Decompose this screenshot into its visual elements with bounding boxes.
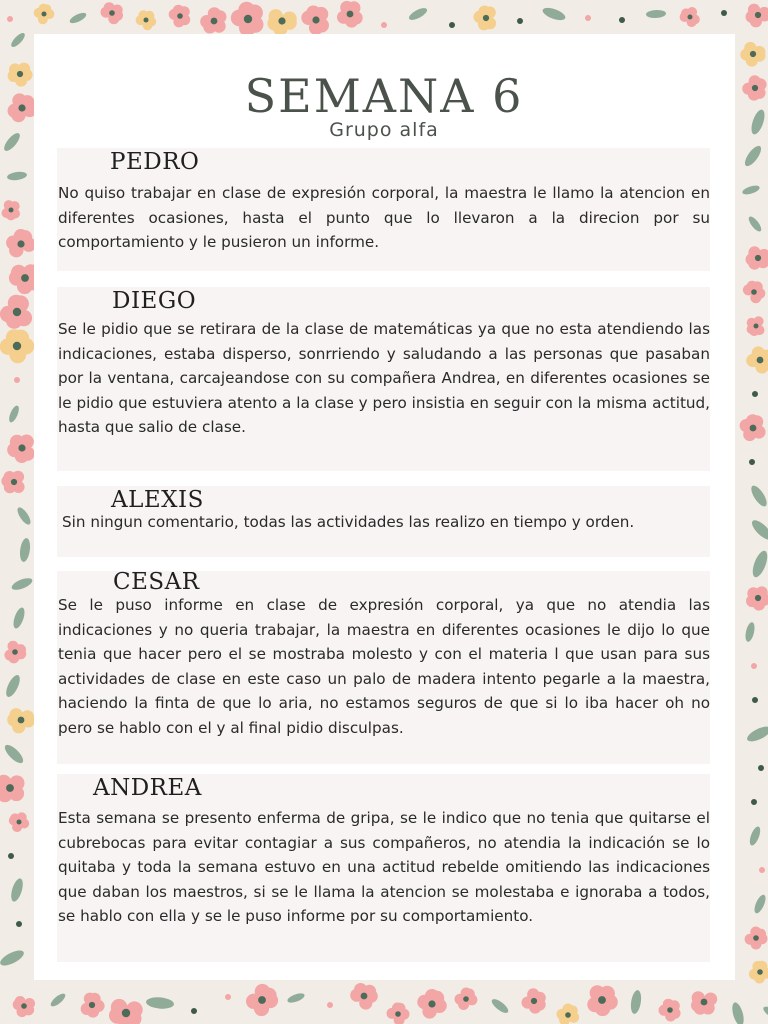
flower-icon bbox=[7, 708, 35, 733]
leaf-icon bbox=[730, 1001, 746, 1024]
flower-icon bbox=[81, 993, 105, 1018]
flower-icon bbox=[746, 346, 768, 373]
student-name-alexis: ALEXIS bbox=[111, 487, 204, 513]
flower-icon bbox=[746, 4, 768, 28]
flower-icon bbox=[231, 2, 264, 37]
leaf-icon bbox=[541, 5, 567, 22]
berry-icon bbox=[752, 391, 758, 397]
leaf-icon bbox=[49, 991, 67, 1008]
leaf-icon bbox=[742, 143, 764, 168]
flower-icon bbox=[455, 988, 478, 1011]
flower-icon bbox=[0, 329, 34, 363]
flower-icon bbox=[417, 989, 447, 1019]
flower-icon bbox=[747, 316, 765, 336]
flower-icon bbox=[169, 5, 191, 28]
leaf-icon bbox=[0, 947, 26, 968]
flower-icon bbox=[109, 999, 143, 1024]
leaf-icon bbox=[11, 606, 26, 630]
berry-icon bbox=[225, 994, 231, 1000]
leaf-icon bbox=[761, 1004, 768, 1022]
flower-icon bbox=[2, 200, 21, 220]
flower-icon bbox=[246, 984, 278, 1016]
berry-icon bbox=[585, 15, 591, 21]
leaf-icon bbox=[407, 6, 428, 22]
student-name-cesar: CESAR bbox=[113, 569, 200, 595]
berry-icon bbox=[449, 22, 455, 28]
flower-icon bbox=[101, 2, 124, 24]
flower-icon bbox=[743, 281, 765, 303]
berry-icon bbox=[752, 697, 758, 703]
flower-icon bbox=[13, 996, 35, 1017]
leaf-icon bbox=[7, 404, 21, 423]
berry-icon bbox=[16, 921, 22, 927]
flower-icon bbox=[301, 6, 329, 36]
leaf-icon bbox=[745, 724, 768, 745]
leaf-icon bbox=[741, 184, 760, 196]
group-subtitle: Grupo alfa bbox=[329, 119, 439, 141]
flower-icon bbox=[9, 812, 29, 832]
berry-icon bbox=[14, 377, 20, 383]
flower-icon bbox=[1, 471, 24, 494]
flower-icon bbox=[522, 988, 546, 1013]
leaf-icon bbox=[748, 825, 763, 847]
berry-icon bbox=[751, 663, 757, 669]
berry-icon bbox=[721, 10, 727, 16]
flower-icon bbox=[749, 961, 768, 984]
flower-icon bbox=[691, 991, 717, 1015]
berry-icon bbox=[7, 16, 13, 22]
student-note-andrea: Esta semana se presento enferma de gripa, se le indico que no tenia que quitarse el cubrebocas para evitar contagiar a sus compañeros, no atendia la indicación se lo quitaba y toda la semana estuvo en una actitud rebelde omitiendo las indicaciones que daban los maestros, si se le llama la atencion se molestaba e ignoraba a todos, se hablo con ella y se le puso informe por su comportamiento. bbox=[58, 809, 710, 926]
flower-icon bbox=[6, 229, 36, 257]
leaf-icon bbox=[490, 997, 511, 1016]
flower-icon bbox=[746, 246, 768, 269]
student-note-alexis: Sin ningun comentario, todas las actividades las realizo en tiempo y orden. bbox=[62, 513, 635, 531]
leaf-icon bbox=[9, 877, 25, 903]
leaf-icon bbox=[3, 673, 22, 699]
leaf-icon bbox=[748, 483, 768, 508]
flower-icon bbox=[350, 983, 378, 1010]
berry-icon bbox=[8, 853, 14, 859]
student-note-diego: Se le pidio que se retirara de la clase de matemáticas ya que no esta atendiendo las indicaciones, estaba disperso, sonrriendo y saludando a las personas que pasaban por la ventana, carcajeandose con su compañera Andrea, en diferentes ocasiones se le pidio que estuviera atento a la clase y pero insistia en seguir con la misma actitud, hasta que salio de clase. bbox=[58, 320, 710, 437]
leaf-icon bbox=[750, 549, 768, 579]
flower-icon bbox=[0, 775, 25, 803]
berry-icon bbox=[191, 1008, 197, 1014]
flower-icon bbox=[557, 1004, 580, 1024]
flower-icon bbox=[200, 7, 226, 33]
leaf-icon bbox=[15, 505, 33, 526]
student-note-cesar: Se le puso informe en clase de expresión corporal, ya que no atendia las indicaciones y no queria trabajar, la maestra en diferentes ocasiones le dijo lo que tenia que hacer pero el se mostraba molesto y con el materia l que usan para sus actividades de clase en este caso un palo de madera intento pegarle a la maestra, haciendo la finta de que lo aria, no estamos seguros de que si lo iba hacer oh no pero se hablo con el y al final pidio disculpas. bbox=[58, 596, 710, 737]
flower-icon bbox=[473, 6, 496, 31]
student-name-diego: DIEGO bbox=[112, 288, 197, 314]
berry-icon bbox=[751, 799, 757, 805]
flower-icon bbox=[746, 586, 768, 610]
berry-icon bbox=[517, 18, 523, 24]
flower-icon bbox=[4, 641, 26, 664]
flower-icon bbox=[740, 414, 766, 441]
berry-icon bbox=[758, 765, 764, 771]
flower-icon bbox=[587, 985, 618, 1016]
berry-icon bbox=[759, 867, 765, 873]
leaf-icon bbox=[9, 31, 27, 49]
flower-icon bbox=[34, 4, 55, 25]
leaf-icon bbox=[10, 576, 34, 592]
student-note-pedro: No quiso trabajar en clase de expresión corporal, la maestra le llamo la atencion en diferentes ocasiones, hasta el punto que lo llevaron a la direcion por su comportamiento y le pusieron un informe. bbox=[58, 184, 710, 252]
page-title: SEMANA 6 bbox=[244, 69, 524, 123]
flower-icon bbox=[740, 42, 765, 67]
leaf-icon bbox=[146, 996, 175, 1010]
flower-icon bbox=[680, 7, 700, 27]
leaf-icon bbox=[747, 215, 764, 234]
leaf-icon bbox=[286, 992, 305, 1005]
leaf-icon bbox=[744, 621, 756, 642]
flower-icon bbox=[387, 1003, 410, 1024]
student-name-pedro: PEDRO bbox=[110, 149, 200, 175]
flower-icon bbox=[7, 435, 34, 463]
flower-icon bbox=[136, 10, 157, 30]
berry-icon bbox=[749, 459, 755, 465]
leaf-icon bbox=[7, 171, 28, 182]
leaf-icon bbox=[752, 893, 767, 915]
student-name-andrea: ANDREA bbox=[93, 775, 202, 801]
leaf-icon bbox=[19, 537, 32, 562]
flower-icon bbox=[0, 295, 32, 329]
flower-icon bbox=[659, 999, 681, 1022]
berry-icon bbox=[381, 22, 387, 28]
leaf-icon bbox=[749, 517, 768, 543]
berry-icon bbox=[619, 17, 625, 23]
leaf-icon bbox=[646, 9, 666, 18]
leaf-icon bbox=[68, 11, 87, 25]
leaf-icon bbox=[2, 742, 26, 766]
flower-icon bbox=[267, 9, 296, 36]
berry-icon bbox=[327, 1002, 333, 1008]
leaf-icon bbox=[629, 989, 642, 1014]
flower-icon bbox=[337, 1, 363, 28]
flower-icon bbox=[745, 927, 768, 950]
